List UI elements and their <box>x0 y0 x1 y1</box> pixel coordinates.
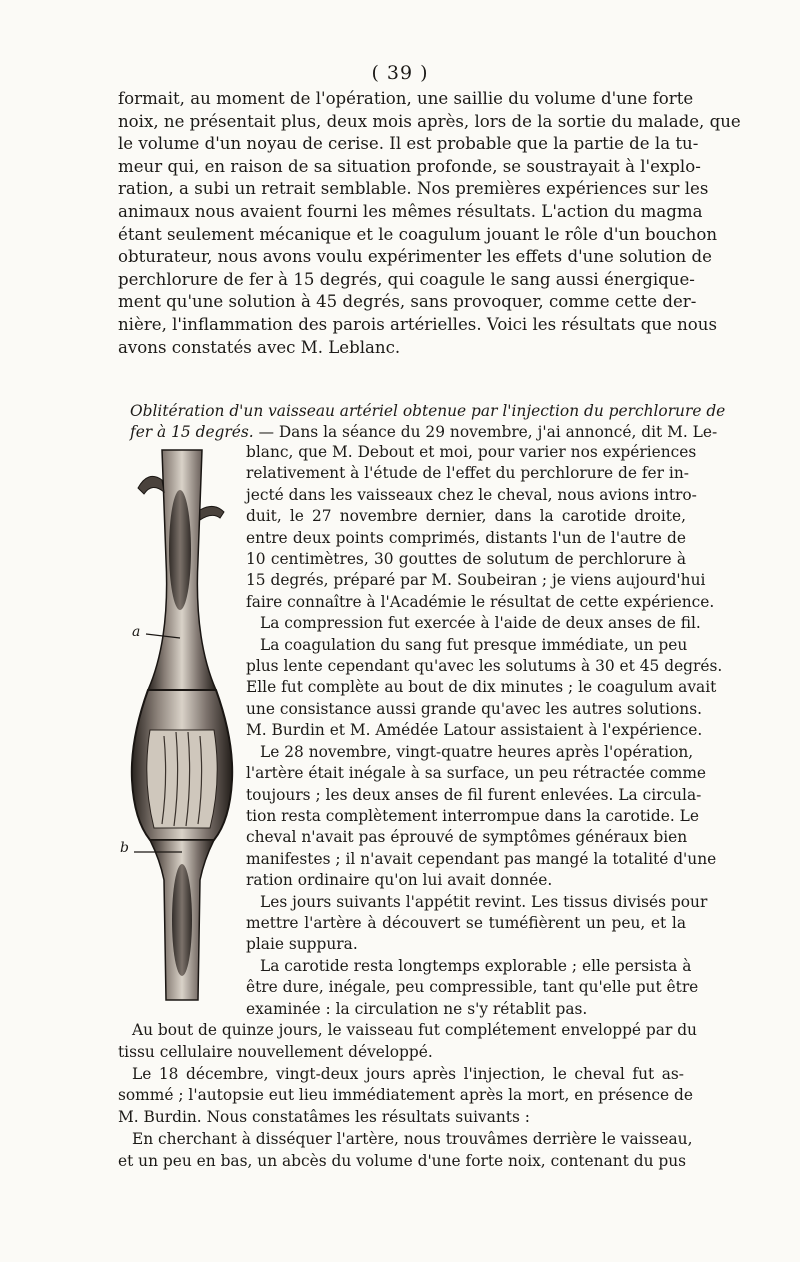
artery-figure <box>120 440 244 1020</box>
heading-line-1: Oblitération d'un vaisseau artériel obtenue par l'injection du perchlorure de <box>130 402 726 420</box>
page-number: ( 39 ) <box>371 62 429 84</box>
text-line: examinée : la circulation ne s'y rétablit pas. <box>246 999 588 1018</box>
text-line: nière, l'inflammation des parois artérielles. Voici les résultats que nous <box>118 314 717 334</box>
text-line: sommé ; l'autopsie eut lieu immédiatement après la mort, en présence de <box>118 1086 693 1105</box>
text-line: La compression fut exercée à l'aide de deux anses de fil. <box>260 614 701 633</box>
heading-rest: — Dans la séance du 29 novembre, j'ai annoncé, dit M. Le- <box>253 423 718 441</box>
text-line: et un peu en bas, un abcès du volume d'une forte noix, contenant du pus <box>118 1151 687 1170</box>
text-line: M. Burdin. Nous constatâmes les résultats suivants : <box>118 1108 530 1127</box>
figure-label-b: b <box>120 840 129 856</box>
text-line: ration, a subi un retrait semblable. Nos premières expériences sur les <box>118 179 709 199</box>
text-line: une consistance aussi grande qu'avec les autres solutions. <box>246 699 702 718</box>
text-line: 10 centimètres, 30 gouttes de solutum de perchlorure à <box>246 550 686 569</box>
text-line: jecté dans les vaisseaux chez le cheval, nous avions intro- <box>246 485 697 504</box>
text-line: être dure, inégale, peu compressible, tant qu'elle put être <box>246 978 699 997</box>
text-line: toujours ; les deux anses de fil furent enlevées. La circula- <box>246 785 702 804</box>
text-line: l'artère était inégale à sa surface, un peu rétractée comme <box>246 764 707 783</box>
paragraph-experiment <box>246 442 723 1020</box>
paragraph-intro <box>118 88 741 359</box>
text-line: animaux nous avaient fourni les mêmes résultats. L'action du magma <box>118 201 703 221</box>
text-line: manifestes ; il n'avait cependant pas mangé la totalité d'une <box>246 849 717 868</box>
text-line: meur qui, en raison de sa situation profonde, se soustrayait à l'explo- <box>118 156 701 176</box>
text-line: En cherchant à disséquer l'artère, nous trouvâmes derrière le vaisseau, <box>132 1129 693 1148</box>
text-line: tissu cellulaire nouvellement développé. <box>118 1042 433 1061</box>
text-line: Elle fut complète au bout de dix minutes ; le coagulum avait <box>246 678 717 697</box>
text-line: plaie suppura. <box>246 935 358 954</box>
lower-clot <box>172 864 192 976</box>
text-line: ration ordinaire qu'on lui avait donnée. <box>246 871 553 890</box>
text-line: noix, ne présentait plus, deux mois après, lors de la sortie du malade, que <box>118 111 741 131</box>
text-line: duit, le 27 novembre dernier, dans la carotide droite, <box>246 507 686 526</box>
branch-left <box>138 476 164 494</box>
text-line: entre deux points comprimés, distants l'un de l'autre de <box>246 528 686 547</box>
text-line: Les jours suivants l'appétit revint. Les tissus divisés pour <box>260 892 708 911</box>
text-line: avons constatés avec M. Leblanc. <box>118 337 401 357</box>
text-line: formait, au moment de l'opération, une saillie du volume d'une forte <box>118 89 694 108</box>
text-line: La carotide resta longtemps explorable ; elle persista à <box>260 956 692 975</box>
heading-italic: fer à 15 degrés. <box>130 423 254 441</box>
text-line: 15 degrés, préparé par M. Soubeiran ; je viens aujourd'hui <box>246 571 706 590</box>
figure-label-a: a <box>132 624 141 640</box>
text-line: relativement à l'étude de l'effet du perchlorure de fer in- <box>246 464 689 483</box>
section-heading <box>130 401 726 443</box>
text-line: faire connaître à l'Académie le résultat de cette expérience. <box>246 592 715 611</box>
text-line: perchlorure de fer à 15 degrés, qui coagule le sang aussi énergique- <box>118 269 695 289</box>
text-line: Le 28 novembre, vingt-quatre heures après l'opération, <box>260 742 694 761</box>
text-line: La coagulation du sang fut presque immédiate, un peu <box>260 635 688 654</box>
text-line: Au bout de quinze jours, le vaisseau fut complétement enveloppé par du <box>132 1021 697 1039</box>
upper-clot <box>169 490 191 610</box>
text-line: obturateur, nous avons voulu expérimenter les effets d'une solution de <box>118 247 712 267</box>
text-line: ment qu'une solution à 45 degrés, sans provoquer, comme cette der- <box>118 292 697 312</box>
bulge-interior <box>147 730 217 828</box>
text-line: blanc, que M. Debout et moi, pour varier nos expériences <box>246 443 697 461</box>
text-line: mettre l'artère à découvert se tuméfièrent un peu, et la <box>246 913 686 932</box>
text-line: Le 18 décembre, vingt-deux jours après l'injection, le cheval fut as- <box>132 1064 684 1083</box>
text-line: tion resta complètement interrompue dans la carotide. Le <box>246 806 699 825</box>
text-line: plus lente cependant qu'avec les solutums à 30 et 45 degrés. <box>246 657 723 676</box>
text-line: le volume d'un noyau de cerise. Il est probable que la partie de la tu- <box>118 134 699 154</box>
text-line: cheval n'avait pas éprouvé de symptômes généraux bien <box>246 828 688 847</box>
text-line: étant seulement mécanique et le coagulum jouant le rôle d'un bouchon <box>118 224 718 244</box>
branch-right <box>200 506 224 520</box>
artery-illustration <box>120 440 244 1020</box>
text-line: M. Burdin et M. Amédée Latour assistaient à l'expérience. <box>246 721 703 740</box>
paragraph-autopsy <box>118 1020 697 1173</box>
